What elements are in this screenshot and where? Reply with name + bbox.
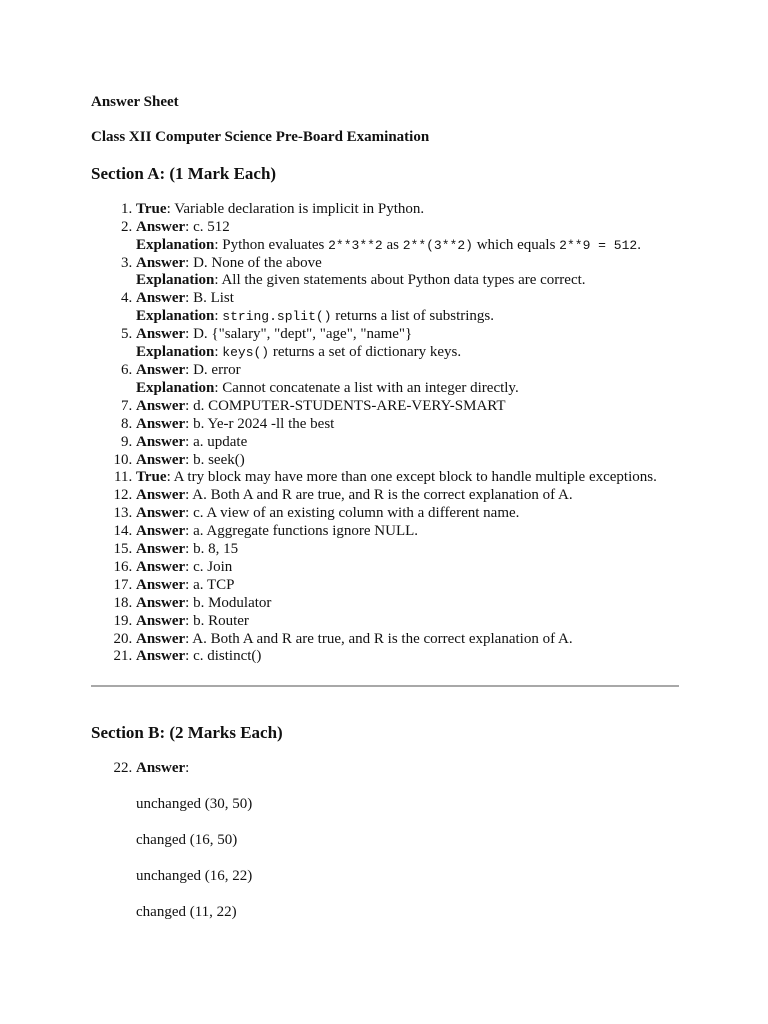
answer-label: Answer [136, 523, 186, 540]
list-item [136, 416, 679, 434]
explanation-text: . [637, 236, 641, 253]
output-line: unchanged (16, 22) [136, 868, 253, 885]
answer-label: Answer [136, 612, 186, 629]
list-item [136, 559, 679, 577]
list-item [136, 326, 679, 362]
answer-label: Answer [136, 451, 186, 468]
answer-text: : b. Router [185, 612, 249, 629]
answer-text: : c. 512 [185, 218, 230, 235]
answer-label: Answer [136, 541, 186, 558]
answer-text: : A try block may have more than one except block to handle multiple exceptions. [166, 469, 657, 486]
list-item [136, 577, 679, 595]
answer-label: True [136, 200, 167, 217]
answer-label: Answer [136, 558, 186, 575]
explanation-text: : Cannot concatenate a list with an integer directly. [214, 379, 519, 396]
answer-label: Answer [136, 630, 186, 647]
section-divider [91, 685, 679, 687]
output-line: changed (16, 50) [136, 832, 238, 849]
answer-text: : b. 8, 15 [185, 541, 239, 558]
list-item [136, 452, 679, 470]
answer-text: : c. distinct() [185, 648, 262, 665]
list-item [136, 595, 679, 613]
list-item [136, 434, 679, 452]
list-item [136, 290, 679, 326]
list-item [136, 398, 679, 416]
explanation-text: : [214, 308, 223, 325]
output-line: unchanged (30, 50) [136, 796, 253, 813]
answer-text: : D. {"salary", "dept", "age", "name"} [185, 326, 413, 343]
code-snippet: 2**3**2 [328, 237, 383, 253]
list-item [136, 362, 679, 398]
explanation-text: returns a set of dictionary keys. [269, 344, 462, 361]
answer-text: : a. TCP [185, 576, 235, 593]
explanation-text: returns a list of substrings. [331, 308, 495, 325]
output-line: changed (11, 22) [136, 904, 237, 920]
list-item [136, 648, 679, 666]
explanation-text: : [214, 344, 223, 361]
list-item [136, 505, 679, 523]
section-b-answer-list [91, 760, 679, 922]
list-item [136, 760, 679, 922]
answer-text: : b. Ye-r 2024 -ll the best [185, 415, 335, 432]
explanation-label: Explanation [136, 272, 215, 289]
code-snippet: keys() [222, 345, 270, 361]
answer-label: Answer [136, 361, 186, 378]
answer-label: Answer [136, 254, 186, 271]
answer-text: : D. error [185, 361, 241, 378]
answer-label: Answer [136, 576, 186, 593]
section-a-answer-list [91, 201, 679, 667]
answer-text: : a. Aggregate functions ignore NULL. [185, 523, 419, 540]
list-item [136, 613, 679, 631]
document-title: Answer Sheet [91, 94, 179, 110]
list-item [136, 631, 679, 649]
explanation-label: Explanation [136, 236, 215, 253]
answer-text: : a. update [185, 433, 248, 450]
list-item [136, 541, 679, 559]
answer-text: : B. List [185, 290, 234, 307]
answer-text: : Variable declaration is implicit in Python. [166, 200, 425, 217]
exam-title: Class XII Computer Science Pre-Board Examination [91, 128, 430, 145]
answer-text: : c. A view of an existing column with a different name. [185, 505, 520, 522]
answer-text: : b. seek() [185, 451, 245, 468]
explanation-label: Explanation [136, 379, 215, 396]
section-a-heading: Section A: (1 Mark Each) [91, 163, 277, 183]
answer-label: Answer [136, 397, 186, 414]
answer-text: : A. Both A and R are true, and R is the correct explanation of A. [185, 487, 573, 504]
list-item [136, 487, 679, 505]
list-item [136, 255, 679, 291]
explanation-label: Explanation [136, 308, 215, 325]
explanation-label: Explanation [136, 344, 215, 361]
answer-text: : [185, 760, 190, 777]
code-snippet: string.split() [222, 309, 332, 325]
code-snippet: 2**9 = 512 [559, 237, 638, 253]
answer-sheet-page [91, 94, 679, 922]
answer-label: Answer [136, 218, 186, 235]
answer-text: : A. Both A and R are true, and R is the correct explanation of A. [185, 630, 573, 647]
list-item [136, 201, 679, 219]
answer-label: Answer [136, 487, 186, 504]
answer-label: Answer [136, 326, 186, 343]
code-snippet: 2**(3**2) [402, 237, 473, 253]
explanation-text: : Python evaluates [214, 236, 329, 253]
answer-label: Answer [136, 505, 186, 522]
answer-text: : c. Join [185, 558, 233, 575]
answer-text: : d. COMPUTER-STUDENTS-ARE-VERY-SMART [185, 397, 506, 414]
list-item [136, 523, 679, 541]
section-b-heading: Section B: (2 Marks Each) [91, 723, 283, 743]
answer-label: True [136, 469, 167, 486]
answer-label: Answer [136, 648, 186, 665]
answer-text: : b. Modulator [185, 594, 272, 611]
answer-label: Answer [136, 760, 186, 777]
answer-label: Answer [136, 415, 186, 432]
answer-label: Answer [136, 433, 186, 450]
answer-label: Answer [136, 290, 186, 307]
answer-text: : D. None of the above [185, 254, 322, 271]
answer-label: Answer [136, 594, 186, 611]
explanation-text: : All the given statements about Python data types are correct. [214, 272, 586, 289]
list-item [136, 219, 679, 255]
explanation-text: which equals [472, 236, 560, 253]
explanation-text: as [382, 236, 403, 253]
list-item [136, 469, 679, 487]
